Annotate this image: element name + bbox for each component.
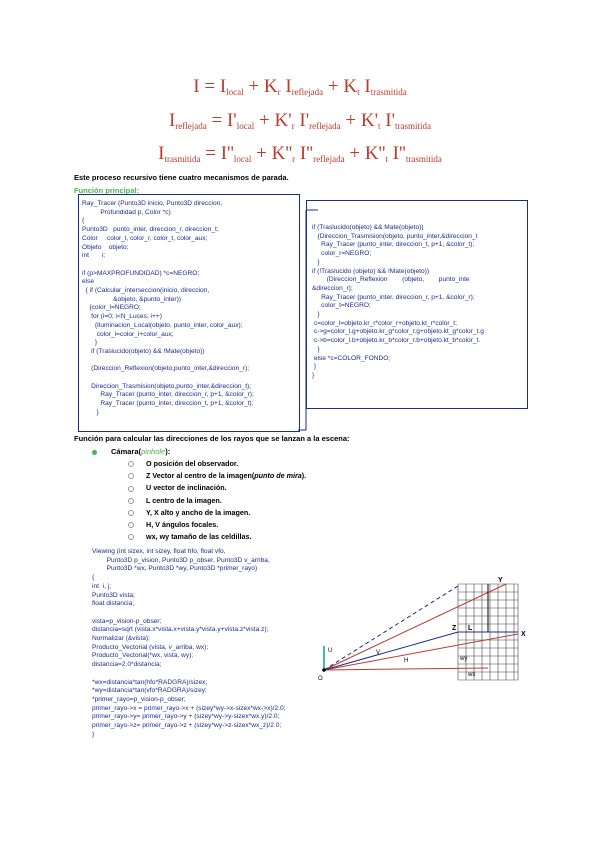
eq-sub: t xyxy=(378,121,381,131)
equation-reflected: $I_{reflejada} = I'_{local} + K'_r$ $I'_{reflejada} + K'_t$ $I'_{trasmitida}$ xyxy=(168,110,432,131)
eq-coef: K xyxy=(343,76,358,97)
item-text: wx, wy tamaño de las celdillas. xyxy=(146,532,252,542)
eq-term: I xyxy=(364,76,371,97)
eq-sub: reflejada xyxy=(175,121,207,131)
eq-sub: r xyxy=(292,154,296,164)
eq-coef: K'' xyxy=(364,143,386,164)
eq-sub: local xyxy=(236,121,255,131)
eq-sub: reflejada xyxy=(313,154,345,164)
eq-term: I'' xyxy=(220,143,234,164)
ray-center-x xyxy=(324,634,518,670)
eq-term: I'' xyxy=(299,143,314,164)
code-block-viewing: Viewing (int sizex, int sizey, float hfo, float vfo, Punto3D p_vision, Punto3D p_obser, Punto3D v_arriba, Punto3D *wx, Punto3D *wy, Punto3D *primer_rayo) { int i, j; Punto3D vista; float distancia; vista=p_vision-p_obser; distancia=sqrt (vista.x*vista.x+vista.y*vista.y+vista.z*vista.z); Normalizar (&vista); Producto_Vectorial (vista, v_arriba, wx); Producto_Vectorial(*wx, vista, wy); distancia=2.0*distancia; *wx=distancia*tan(hfo*RADGRA)/sizex; *wy=distancia*tan(vfo*RADGRA)/sizey; *primer_rayo=p_vision-p_obser; primer_rayo->x = primer_rayo->x + (sizey*wy->x-sizex*wx->x)/2.0; primer_rayo->y= primer_rayo->y + (sizey*wy->y-sizex*wx.y)/2.0; primer_rayo->z= primer_rayo->z + (sizey*wy->z-sizex*wx_z)/2.0; } xyxy=(92,548,286,738)
circle-bullet-icon xyxy=(128,461,134,467)
circle-bullet-icon xyxy=(128,534,134,540)
camera-diagram xyxy=(318,572,538,692)
label-v: V xyxy=(376,650,381,656)
observer-point xyxy=(322,668,326,672)
list-item xyxy=(128,519,306,531)
label-wx: wx xyxy=(468,672,476,678)
label-y: Y xyxy=(498,577,503,584)
label-u: U xyxy=(328,648,333,654)
directions-heading: Función para calcular las direcciones de los rayos que se lanzan a la escena: xyxy=(74,434,350,443)
item-text: Z Vector al centro de la imagen( xyxy=(146,471,255,481)
list-item xyxy=(128,458,306,470)
list-item xyxy=(128,531,306,543)
camera-parameters-list xyxy=(128,458,306,543)
eq-sub: trasmitida xyxy=(370,87,407,97)
eq-coef: K' xyxy=(274,110,292,131)
camera-label: Cámara xyxy=(111,447,139,456)
eq-sub: local xyxy=(233,154,252,164)
item-text: O posición del observador. xyxy=(146,459,239,468)
eq-sub: t xyxy=(385,154,388,164)
list-item xyxy=(128,507,306,519)
circle-bullet-icon xyxy=(128,486,134,492)
eq-sub: r xyxy=(291,121,295,131)
pinhole-label: pinhole xyxy=(141,447,166,456)
eq-lhs: I xyxy=(193,76,200,97)
label-z: Z xyxy=(452,625,457,632)
eq-sub: reflejada xyxy=(309,121,341,131)
main-function-heading: Función principal: xyxy=(74,186,139,195)
item-text: L centro de la imagen. xyxy=(146,495,222,505)
item-text: H, V ángulos focales. xyxy=(146,520,219,530)
eq-coef: K' xyxy=(360,110,378,131)
circle-bullet-icon xyxy=(128,522,134,528)
ray-bottom xyxy=(324,668,488,670)
item-text: ). xyxy=(301,471,307,481)
label-x: X xyxy=(521,631,526,638)
eq-lhs: I xyxy=(158,143,165,164)
circle-bullet-icon xyxy=(128,473,134,479)
eq-sub: trasmitida xyxy=(405,154,442,164)
list-item xyxy=(128,495,306,507)
eq-term: I' xyxy=(226,110,237,131)
eq-term: I xyxy=(219,76,227,97)
code-block-left: Ray_Tracer (Punto3D inicio, Punto3D direccion, Profundidad p, Color *c) { Punto3D punto_inter, direccion_r, direccion_t; Color color_l, color_r, color_t, color_aux; Objeto objeto; int i; if (p>MAXPROFUNDIDAD) *c=NEGRO; else { if (Calcular_interseccion(inicio, direccion, &objeto, &punto_inter)) {color_l=NEGRO; for (i=0; i<N_Luces; i++) {Iluminacion_Local(objeto, punto_inter, color_aux); color_l=color_l+color_aux; } if (Traslucido(objeto) && !Mate(objeto)) (Direccion_Reflexion(objeto,punto_inter,&direccion_r); Direccion_Trasmision(objeto,punto_inter,&direccion_t); Ray_Tracer (punto_inter, direccion_r, p+1, &color_r); Ray_Tracer (punto_inter, direccion_t, p+1, &color_t); } xyxy=(82,200,254,416)
eq-coef: K'' xyxy=(271,143,293,164)
eq-sub: trasmitida xyxy=(395,121,432,131)
camera-paren-close: ): xyxy=(165,447,171,456)
eq-sub: reflejada xyxy=(291,87,324,97)
circle-bullet-icon xyxy=(128,510,134,516)
list-item xyxy=(128,482,306,494)
eq-sub: local xyxy=(226,87,244,97)
intro-text: Este proceso recursivo tiene cuatro mecanismos de parada. xyxy=(74,173,289,182)
label-o: O xyxy=(318,676,323,682)
item-italic: punto de mira xyxy=(254,471,302,481)
item-text: Y, X alto y ancho de la imagen. xyxy=(146,507,251,517)
eq-term: I xyxy=(285,76,292,97)
equation-transmitted: $I_{trasmitida} = I''_{local} + K''_r$ $I''_{reflejada} + K''_t$ $I''_{trasmitida}$ xyxy=(158,143,442,164)
item-text: U vector de inclinación. xyxy=(146,483,227,493)
eq-coef: K xyxy=(263,76,278,97)
camera-bullet xyxy=(92,447,170,456)
eq-term: I'' xyxy=(392,143,406,164)
equation-intensity: $I = I_{local} + K_r$ $I_{reflejada} + K_t$ $I_{trasmitida}$ xyxy=(193,76,407,97)
circle-bullet-icon xyxy=(128,498,134,504)
eq-lhs: I xyxy=(168,110,176,131)
label-wy: wy xyxy=(460,656,468,662)
camera-paren-open: ( xyxy=(138,447,142,456)
eq-sub: t xyxy=(357,87,360,97)
ray-top xyxy=(324,584,506,670)
eq-sub: trasmitida xyxy=(164,154,201,164)
list-item xyxy=(128,470,306,482)
eq-term: I' xyxy=(385,110,396,131)
label-h: H xyxy=(404,658,409,664)
eq-sub: r xyxy=(277,87,281,97)
code-block-right: if (Traslucido(objeto) && Mate(objeto)) {Direccion_Trasmision(objeto, punto_inter,&direccion_t Ray_Tracer (punto_inter, direccion_t, p+1, &color_t); color_r=NEGRO; } if (!Traslucido (objeto) && !Mate(objeto)) (Direccion_Reflexion (objeto, punto_inte &direccion_r); Ray_Tracer (punto_inter, direccion_r, p+1, &color_r); color_t=NEGRO; } c=color_l=objeto.kr_r*color_r+objeto.kt_r*color_t; c->g=color_l.g+objeto.kr_g*color_r.g+objeto.kt_g*color_t.g c->b=color_l.b+objeto.kr_b*color_r.b+objeto.kt_b*color_t. } else *c=COLOR_FONDO; } } xyxy=(312,224,484,379)
ray-z xyxy=(324,632,458,670)
bullet-dot xyxy=(92,450,97,455)
label-l: L xyxy=(468,625,473,632)
eq-term: I' xyxy=(299,110,310,131)
